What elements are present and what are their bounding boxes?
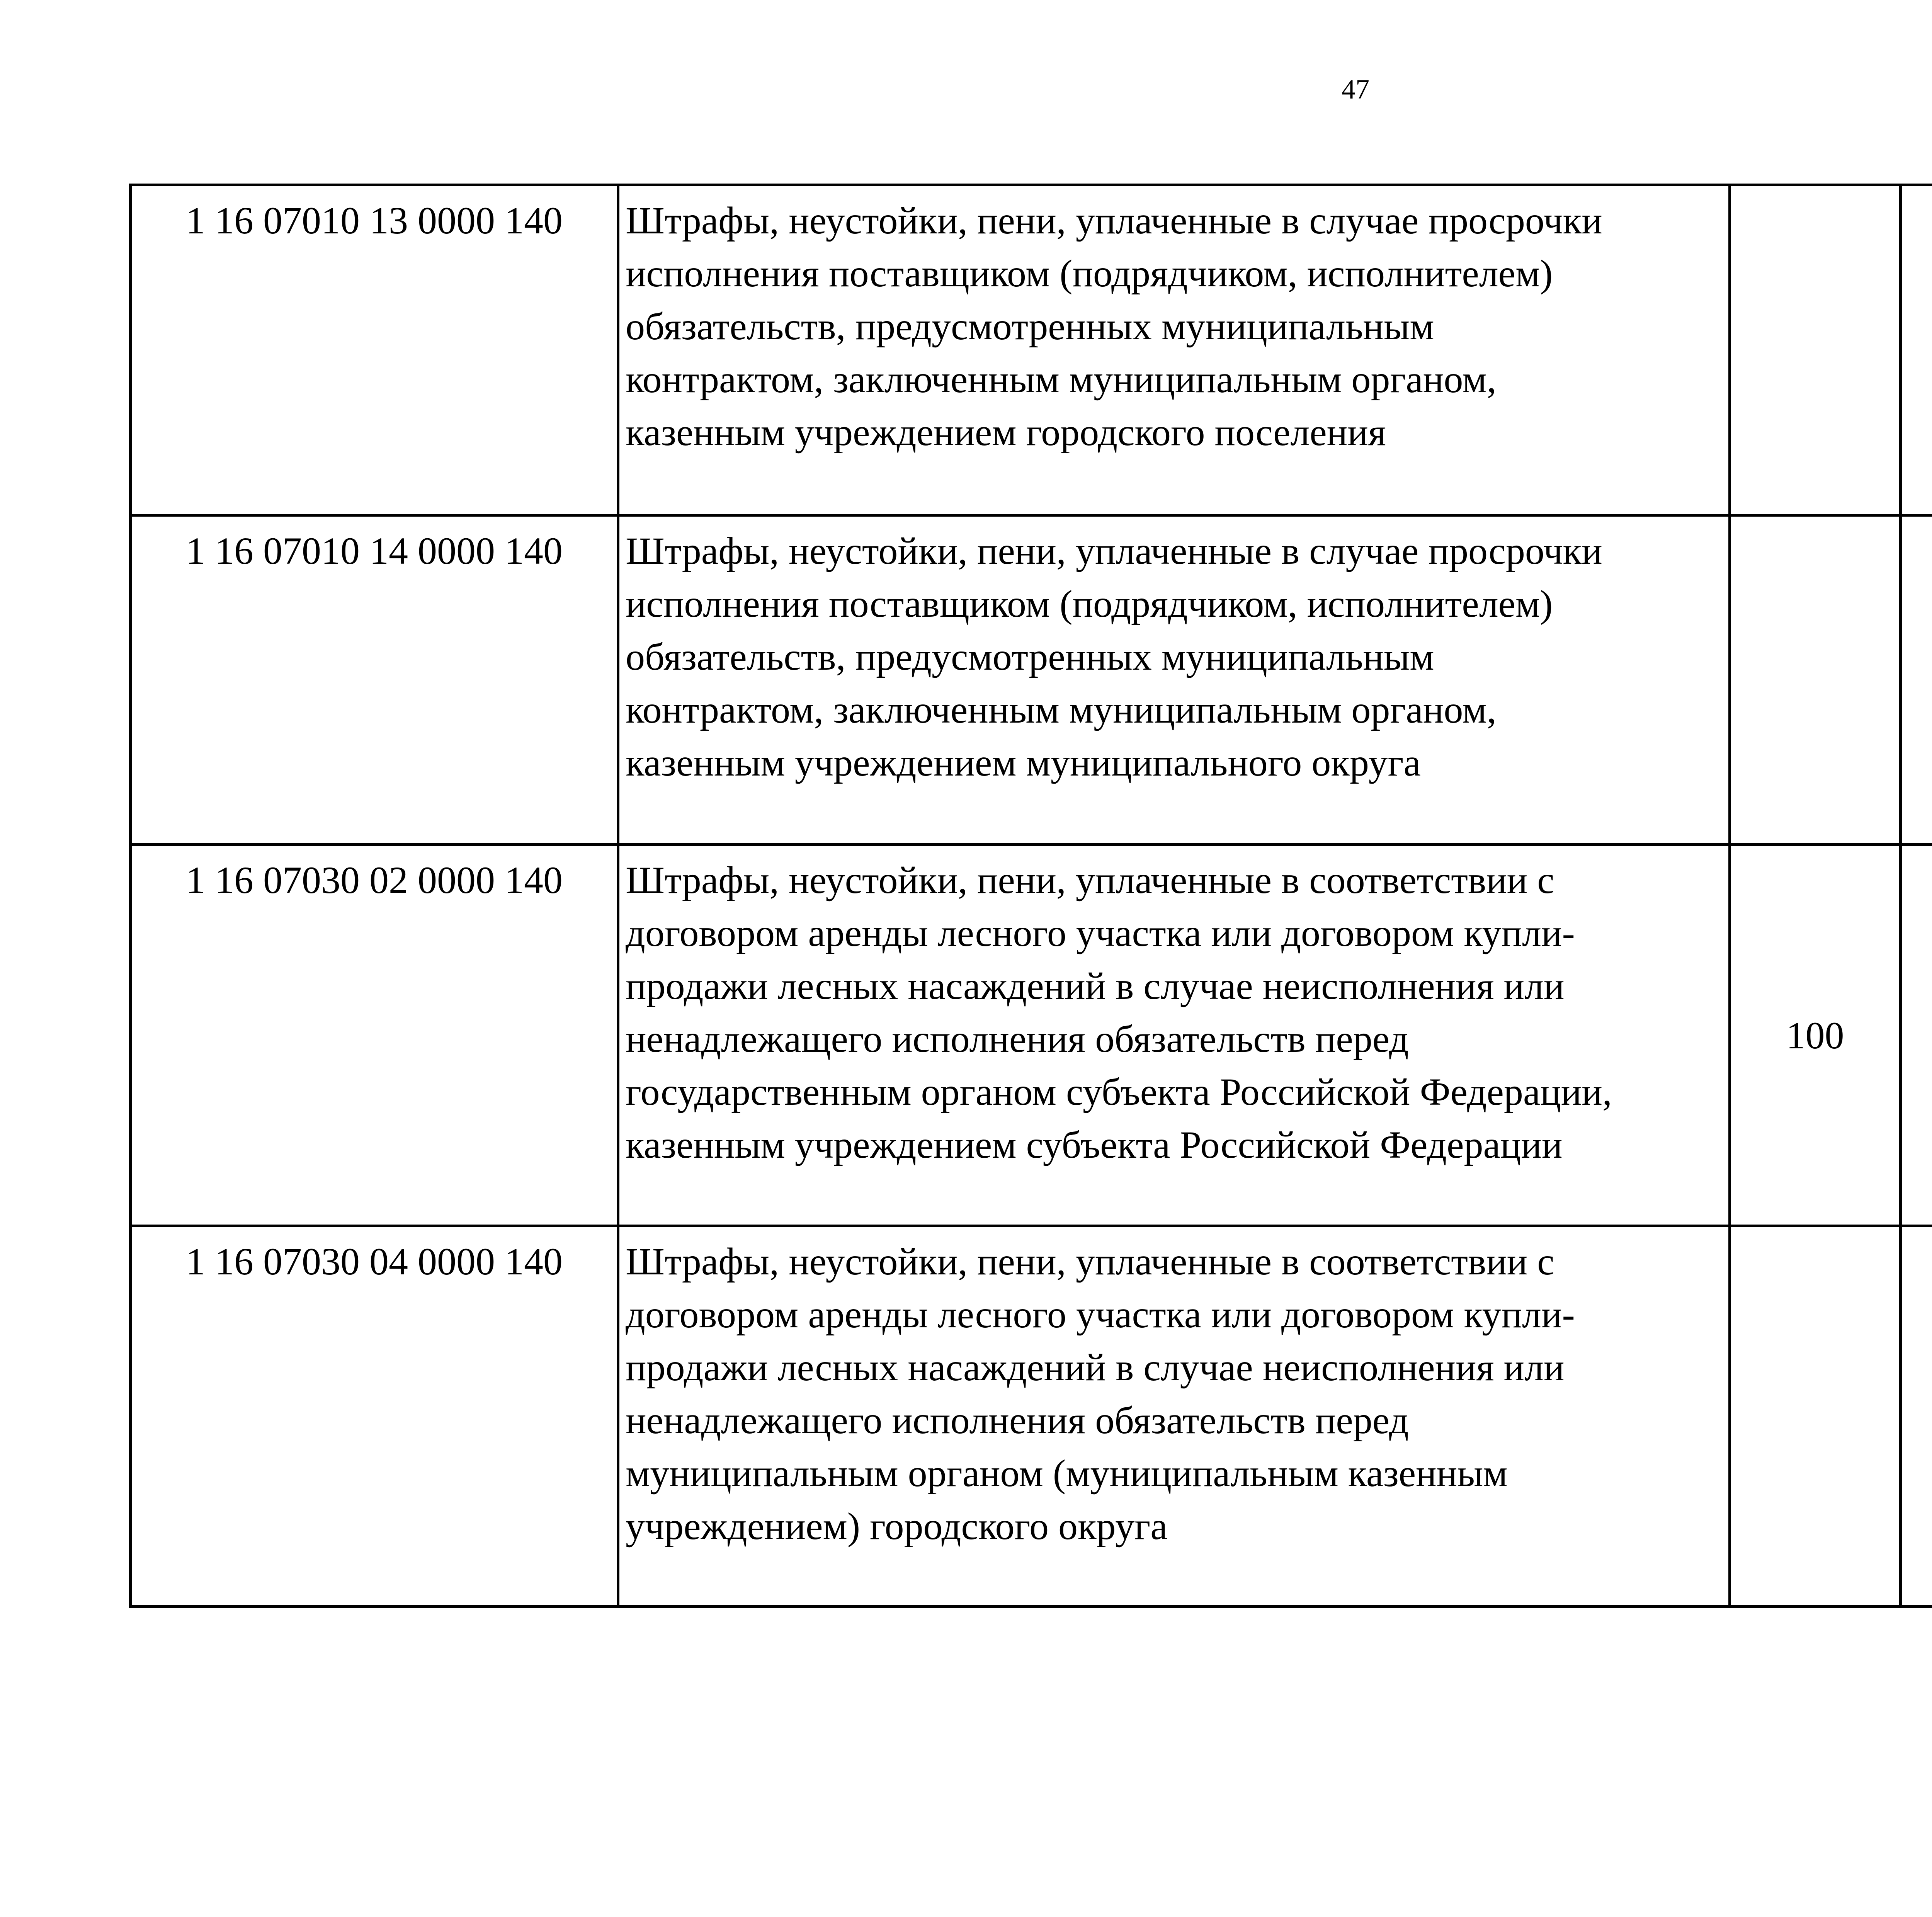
- description-line: Штрафы, неустойки, пени, уплаченные в случае просрочки: [626, 529, 1602, 572]
- description-line: Штрафы, неустойки, пени, уплаченные в соответствии с: [626, 1240, 1554, 1283]
- table-row: [131, 515, 1932, 845]
- description-cell: [618, 1226, 1730, 1607]
- description-line: продажи лесных насаждений в случае неисполнения или: [626, 964, 1565, 1007]
- description-line: ненадлежащего исполнения обязательств перед: [626, 1017, 1409, 1060]
- description-cell: [618, 515, 1730, 845]
- table-row: [131, 1226, 1932, 1607]
- budget-code-cell: 1 16 07010 14 0000 140: [131, 515, 618, 845]
- description-cell: [618, 845, 1730, 1226]
- budget-code-cell: 1 16 07030 02 0000 140: [131, 845, 618, 1226]
- value-cell: 100: [1730, 845, 1901, 1226]
- description-line: обязательств, предусмотренных муниципальным: [626, 635, 1434, 678]
- description-line: казенным учреждением городского поселения: [626, 411, 1386, 454]
- description-line: контрактом, заключенным муниципальным органом,: [626, 688, 1497, 731]
- table-row: [131, 845, 1932, 1226]
- description-line: исполнения поставщиком (подрядчиком, исполнителем): [626, 582, 1553, 625]
- value-cell: [1730, 1226, 1901, 1607]
- value-cell: [1901, 1226, 1932, 1607]
- description-line: Штрафы, неустойки, пени, уплаченные в соответствии с: [626, 859, 1554, 902]
- description-line: обязательств, предусмотренных муниципальным: [626, 305, 1434, 348]
- value-cell: [1901, 515, 1932, 845]
- value-cell: [1730, 185, 1901, 515]
- description-cell: [618, 185, 1730, 515]
- description-line: муниципальным органом (муниципальным казенным: [626, 1452, 1508, 1495]
- description-line: договором аренды лесного участка или договором купли-: [626, 912, 1575, 954]
- budget-code-cell: 1 16 07030 04 0000 140: [131, 1226, 618, 1607]
- description-line: государственным органом субъекта Российской Федерации,: [626, 1070, 1612, 1113]
- description-line: продажи лесных насаждений в случае неисполнения или: [626, 1346, 1565, 1389]
- description-line: ненадлежащего исполнения обязательств перед: [626, 1399, 1409, 1442]
- budget-classification-table: [129, 184, 1932, 1608]
- description-line: исполнения поставщиком (подрядчиком, исполнителем): [626, 252, 1553, 295]
- description-line: договором аренды лесного участка или договором купли-: [626, 1293, 1575, 1336]
- value-cell: [1901, 185, 1932, 515]
- description-line: Штрафы, неустойки, пени, уплаченные в случае просрочки: [626, 199, 1602, 242]
- description-line: учреждением) городского округа: [626, 1505, 1168, 1548]
- page-number: 47: [1342, 74, 1369, 105]
- table-row: [131, 185, 1932, 515]
- description-line: казенным учреждением муниципального округа: [626, 741, 1421, 784]
- value-cell: [1901, 845, 1932, 1226]
- value-cell: [1730, 515, 1901, 845]
- description-line: контрактом, заключенным муниципальным органом,: [626, 358, 1497, 401]
- budget-code-cell: 1 16 07010 13 0000 140: [131, 185, 618, 515]
- description-line: казенным учреждением субъекта Российской Федерации: [626, 1123, 1563, 1166]
